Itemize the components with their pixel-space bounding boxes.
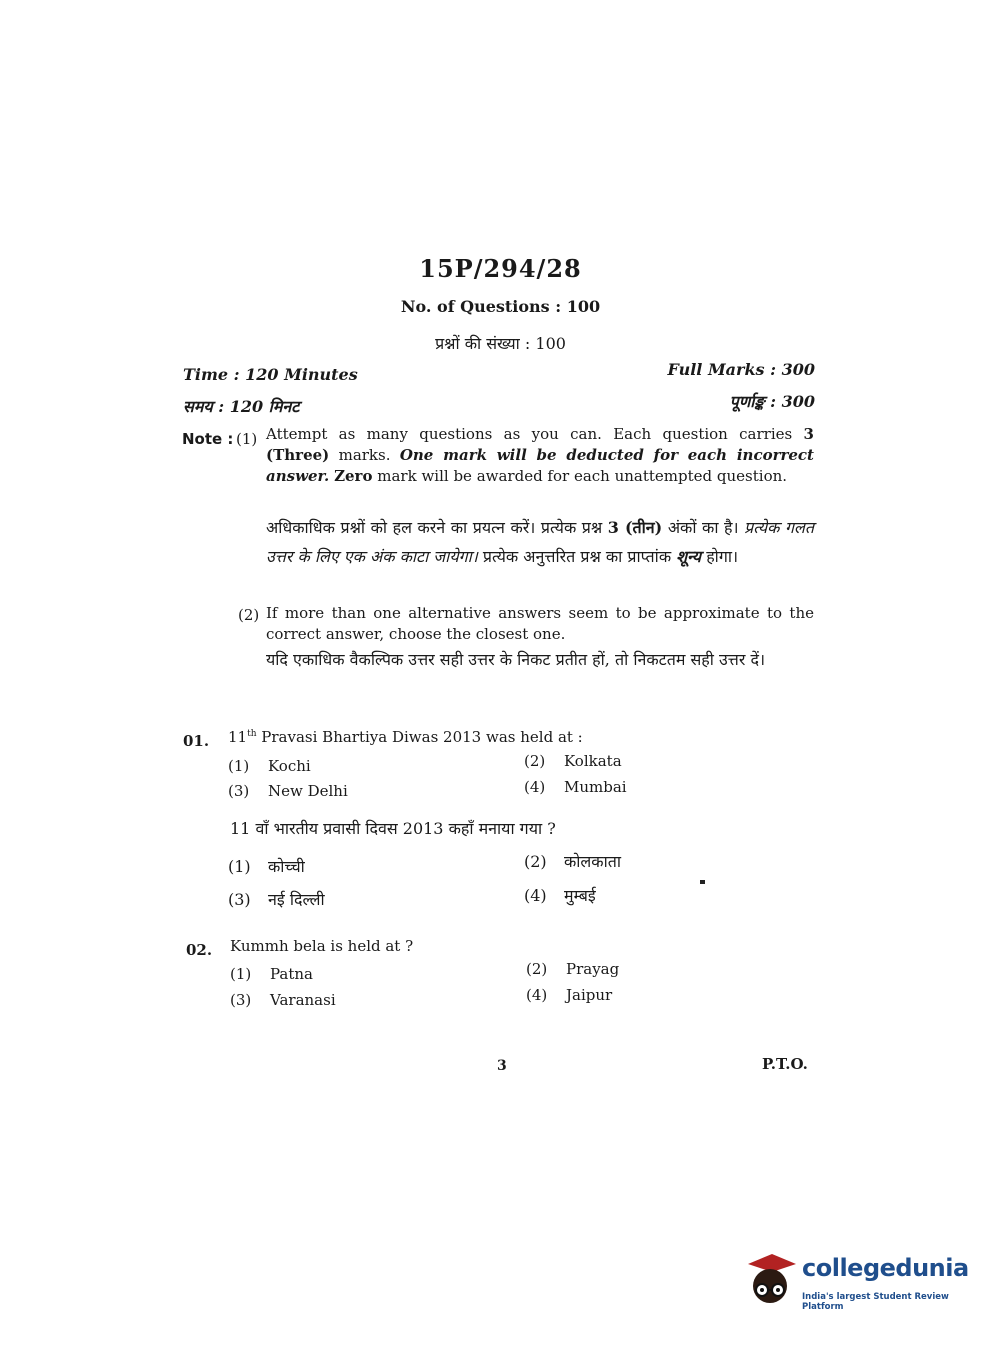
q2-option-2 [526,960,619,978]
note-1-text-b: 3 (Three) [266,425,814,464]
paper-code: 15P/294/28 [419,254,582,283]
q2-option-1-number: (1) [230,965,252,983]
note-label: Note : [182,430,234,448]
q1-option-1-number: (1) [228,757,250,775]
question-1-text-post: Pravasi Bhartiya Diwas 2013 was held at : [256,728,583,746]
q1-option-2-text: Kolkata [564,752,622,770]
note-1-text-c: marks. [338,446,391,464]
q1-option-2-hindi-text: कोलकाता [564,852,621,871]
q1-option-1-hindi-text: कोच्ची [268,857,305,876]
q2-option-1-text: Patna [270,965,313,983]
q2-option-4-text: Jaipur [566,986,613,1004]
time-allowed: Time : 120 Minutes [183,365,358,384]
question-2-number: 02. [186,941,213,959]
note-1-english [266,424,814,487]
question-1-number: 01. [183,732,210,750]
q2-option-1 [230,965,313,983]
note-1-text-a: Attempt as many questions as you can. Each question carries [266,425,793,443]
collegedunia-logo [740,1250,970,1310]
q1-option-1-hindi [228,855,305,877]
q1-option-3-number: (3) [228,782,250,800]
full-marks-hindi: पूर्णाङ्क : 300 [729,392,815,411]
q2-option-3-text: Varanasi [270,991,336,1009]
note-2-english: If more than one alternative answers seem to be approximate to the correct answer, choose the closest one. [266,604,814,643]
q2-option-3 [230,991,336,1009]
q1-option-4 [524,778,627,796]
note-2-hindi: यदि एकाधिक वैकल्पिक उत्तर सही उत्तर के निकट प्रतीत हों, तो निकटतम सही उत्तर दें। [266,650,766,669]
note-1-hindi-g: होगा। [706,547,739,566]
q1-option-4-hindi [524,884,596,906]
no-of-questions: No. of Questions : 100 [400,297,601,316]
note-1-hindi-b: 3 (तीन) [607,518,663,537]
note-1-text-e: Zero [334,467,373,485]
q1-option-2-hindi-number: (2) [524,852,547,871]
note-1-hindi-f: शून्य [676,547,702,566]
full-marks: Full Marks : 300 [667,360,815,379]
q2-option-2-number: (2) [526,960,548,978]
question-2-text: Kummh bela is held at ? [230,937,414,955]
q1-option-3-hindi-number: (3) [228,890,251,909]
mascot-icon [740,1250,800,1310]
note-1-hindi-d: प्रत्येक गलत उत्तर के लिए एक अंक काटा जायेगा। [266,518,814,566]
note-1-hindi-c: अंकों का है। [667,518,739,537]
please-turn-over: P.T.O. [762,1055,808,1073]
q1-option-2-hindi [524,850,621,872]
q1-option-1-hindi-number: (1) [228,857,251,876]
time-allowed-hindi: समय : 120 मिनट [183,397,300,416]
q1-option-3-text: New Delhi [268,782,348,800]
q1-option-4-text: Mumbai [564,778,627,796]
note-1-text-d: One mark will be deducted for each incorrect answer. [266,446,814,485]
question-1-text [228,728,583,746]
page-number: 3 [497,1058,507,1074]
q1-option-4-hindi-number: (4) [524,886,547,905]
note-1-number: (1) [236,430,258,448]
note-1-text-f: mark will be awarded for each unattempted question. [377,467,788,485]
q1-option-2 [524,752,622,770]
q1-option-3-hindi-text: नई दिल्ली [268,890,325,909]
question-1-text-pre: 11 [228,728,248,746]
q1-option-3 [228,782,348,800]
q1-option-1-text: Kochi [268,757,311,775]
q1-option-1 [228,757,311,775]
question-1-text-sup: th [247,729,257,739]
q1-option-2-number: (2) [524,752,546,770]
q1-option-4-hindi-text: मुम्बई [564,886,596,905]
q1-option-3-hindi [228,888,325,910]
q1-option-4-number: (4) [524,778,546,796]
q2-option-4 [526,986,612,1004]
note-1-hindi [266,513,814,571]
note-1-hindi-a: अधिकाधिक प्रश्नों को हल करने का प्रयत्न करें। प्रत्येक प्रश्न [266,518,603,537]
note-1-hindi-e: प्रत्येक अनुत्तरित प्रश्न का प्राप्तांक [482,547,672,566]
q2-option-4-number: (4) [526,986,548,1004]
brand-tagline: India's largest Student Review Platform [802,1292,949,1312]
note-2-number: (2) [238,606,260,624]
stray-mark [700,880,705,884]
no-of-questions-hindi: प्रश्नों की संख्या : 100 [435,334,566,353]
q2-option-3-number: (3) [230,991,252,1009]
q2-option-2-text: Prayag [566,960,620,978]
brand-name: collegedunia [802,1254,969,1282]
question-1-text-hindi: 11 वाँ भारतीय प्रवासी दिवस 2013 कहाँ मनाया गया ? [230,819,556,838]
